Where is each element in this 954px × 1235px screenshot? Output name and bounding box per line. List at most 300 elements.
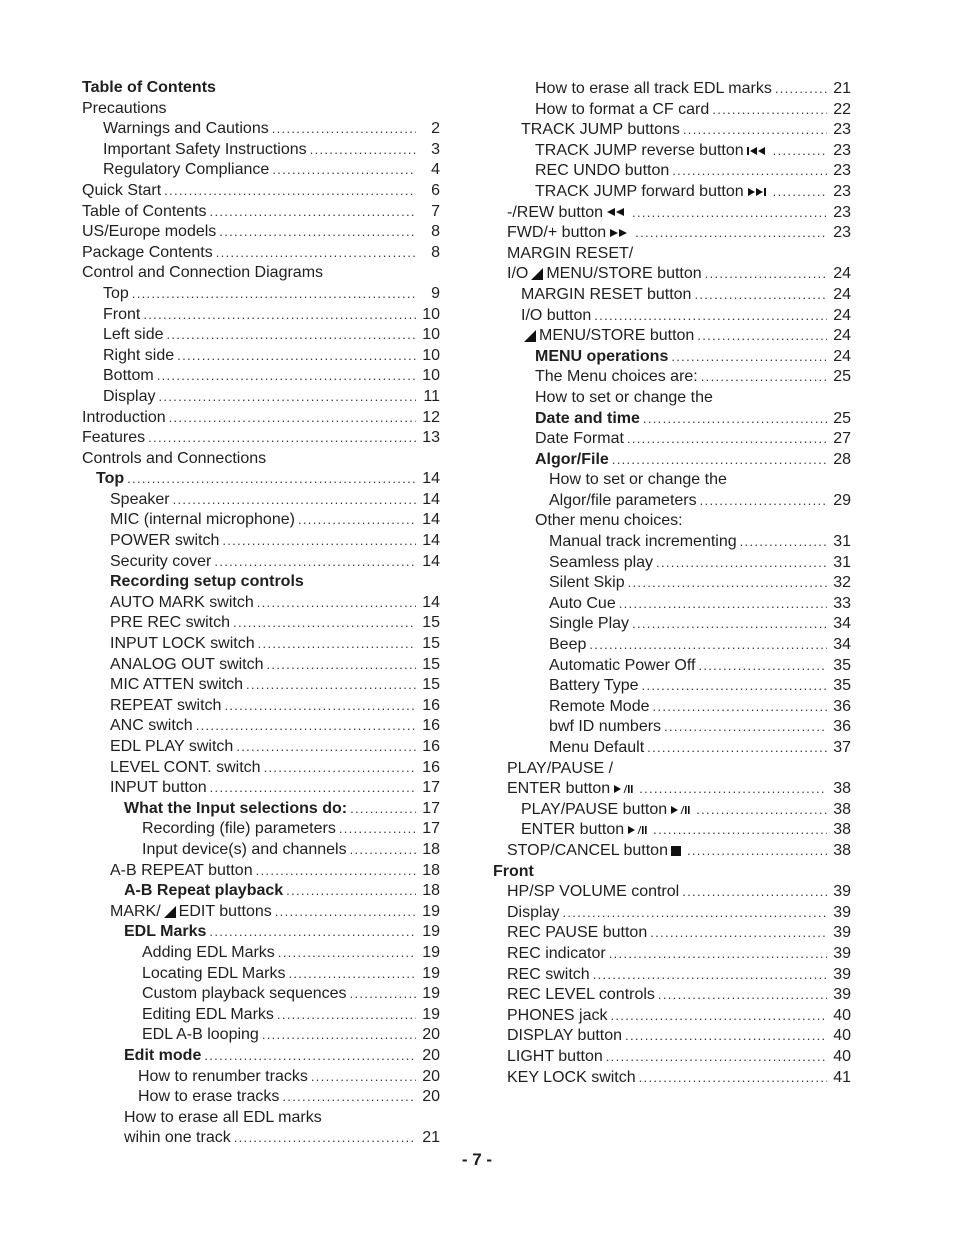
toc-entry[interactable] (82, 305, 440, 326)
dot-leader (700, 491, 827, 511)
dot-leader (267, 655, 416, 675)
toc-entry-page: 38 (833, 780, 851, 798)
toc-entry-title: Package Contents (82, 243, 213, 261)
dot-leader (157, 366, 416, 386)
toc-entry-page: 10 (422, 326, 440, 344)
toc-entry-page: 23 (833, 121, 851, 139)
dot-leader (264, 758, 416, 778)
dot-leader (696, 800, 827, 820)
toc-entry-page: 10 (422, 305, 440, 323)
toc-entry-page: 40 (833, 1027, 851, 1045)
toc-entry-title: REC indicator (507, 944, 606, 962)
toc-entry[interactable] (82, 572, 440, 593)
toc-entry[interactable] (493, 223, 851, 244)
dot-leader (169, 408, 416, 428)
toc-entry-title: DISPLAY button (507, 1027, 623, 1045)
dot-leader (166, 325, 416, 345)
toc-entry[interactable] (82, 160, 440, 181)
toc-entry-title: REC PAUSE button (507, 924, 648, 942)
toc-entry[interactable] (82, 613, 440, 634)
toc-entry[interactable] (493, 1068, 851, 1089)
dot-leader (627, 429, 827, 449)
toc-entry-title: FWD/+ button (507, 223, 632, 243)
toc-entry-title: The Menu choices are: (535, 368, 698, 386)
toc-entry[interactable] (82, 490, 440, 511)
toc-entry-title: ENTER button (521, 820, 650, 840)
dot-leader (687, 841, 827, 861)
toc-entry[interactable] (493, 573, 851, 594)
toc-entry[interactable] (82, 140, 440, 161)
dot-leader (610, 1006, 827, 1026)
toc-entry-page: 14 (422, 552, 440, 570)
toc-entry-title: Front (493, 862, 534, 880)
toc-entry-title: Date Format (535, 430, 624, 448)
dot-leader (628, 573, 827, 593)
toc-entry-page: 24 (833, 327, 851, 345)
dot-leader (682, 882, 827, 902)
toc-entry[interactable] (82, 943, 440, 964)
toc-entry-title: PHONES jack (507, 1006, 608, 1024)
toc-entry[interactable] (493, 367, 851, 388)
toc-entry-page: 17 (422, 779, 440, 797)
toc-entry-page: 20 (422, 1026, 440, 1044)
toc-entry[interactable] (493, 182, 851, 203)
toc-entry[interactable] (493, 244, 851, 265)
toc-entry[interactable] (493, 923, 851, 944)
toc-entry-title: Date and time (535, 409, 640, 427)
toc-entry-title: A-B REPEAT button (110, 861, 253, 879)
toc-entry-title: Precautions (82, 99, 167, 117)
dot-leader (204, 1046, 416, 1066)
toc-entry[interactable] (493, 429, 851, 450)
toc-entry-page: 32 (833, 574, 851, 592)
toc-entry-page: 15 (422, 676, 440, 694)
toc-entry[interactable] (493, 141, 851, 162)
toc-entry[interactable] (82, 1067, 440, 1088)
toc-entry-page: 23 (833, 182, 851, 200)
toc-entry-page: 23 (833, 224, 851, 242)
toc-entry[interactable] (82, 1046, 440, 1067)
toc-entry-title: How to renumber tracks (138, 1067, 308, 1085)
toc-entry[interactable] (493, 779, 851, 800)
toc-entry-page: 10 (422, 346, 440, 364)
toc-entry-title: Seamless play (549, 553, 654, 571)
toc-entry-title: Features (82, 429, 146, 447)
toc-entry-page: 18 (422, 861, 440, 879)
dot-leader (562, 903, 827, 923)
dot-leader (275, 902, 416, 922)
toc-entry-page: 38 (833, 841, 851, 859)
toc-entry[interactable] (82, 696, 440, 717)
dot-leader (272, 119, 416, 139)
toc-entry[interactable] (493, 738, 851, 759)
toc-entry-page: 15 (422, 655, 440, 673)
toc-entry-page: 39 (833, 965, 851, 983)
toc-entry-page: 33 (833, 594, 851, 612)
toc-entry-page: 38 (833, 800, 851, 818)
toc-entry-title: Front (103, 305, 141, 323)
toc-entry[interactable] (82, 408, 440, 429)
toc-entry[interactable] (82, 922, 440, 943)
toc-entry-title: EDL PLAY switch (110, 738, 234, 755)
toc-entry[interactable] (493, 264, 851, 285)
dot-leader (697, 326, 827, 346)
toc-entry[interactable] (82, 799, 440, 820)
dot-leader (127, 469, 416, 489)
toc-entry[interactable] (82, 99, 440, 120)
toc-entry[interactable] (493, 759, 851, 780)
toc-entry-page: 3 (431, 140, 440, 158)
toc-entry-title: Locating EDL Marks (142, 964, 286, 982)
toc-entry[interactable] (493, 161, 851, 182)
dot-leader (258, 634, 416, 654)
toc-entry-page: 40 (833, 1047, 851, 1065)
toc-entry[interactable] (82, 222, 440, 243)
toc-entry[interactable] (82, 181, 440, 202)
toc-entry[interactable] (493, 944, 851, 965)
toc-entry-page: 13 (422, 429, 440, 447)
dot-leader (209, 922, 416, 942)
toc-right-column (493, 79, 851, 1088)
toc-entry-title: Recording (file) parameters (142, 820, 336, 838)
toc-entry-page: 14 (422, 593, 440, 611)
edit-triangle-icon (531, 268, 543, 280)
toc-entry[interactable] (82, 552, 440, 573)
dot-leader (698, 656, 827, 676)
dot-leader (694, 285, 827, 305)
toc-entry[interactable] (493, 820, 851, 841)
dot-leader (647, 738, 827, 758)
toc-entry[interactable] (82, 284, 440, 305)
toc-entry-page: 17 (422, 799, 440, 817)
toc-entry[interactable] (493, 203, 851, 224)
dot-leader (606, 1047, 827, 1067)
dot-leader (683, 120, 827, 140)
toc-entry-page: 38 (833, 821, 851, 839)
toc-entry-page: 14 (422, 532, 440, 550)
toc-entry[interactable] (82, 510, 440, 531)
dot-leader (740, 532, 827, 552)
toc-entry-page: 8 (431, 243, 440, 261)
dot-leader (656, 553, 827, 573)
toc-entry-title: Bottom (103, 367, 154, 385)
toc-entry[interactable] (82, 840, 440, 861)
toc-entry-page: 16 (422, 738, 440, 755)
toc-entry-title: MENU operations (535, 347, 669, 365)
toc-entry[interactable] (82, 716, 440, 737)
play-pause-icon (670, 805, 690, 815)
toc-entry-title: PLAY/PAUSE button (521, 800, 693, 820)
toc-entry[interactable] (493, 491, 851, 512)
rewind-icon (606, 207, 626, 217)
dot-leader (635, 223, 827, 243)
toc-entry-page: 24 (833, 285, 851, 303)
dot-leader (177, 346, 416, 366)
toc-entry-page: 39 (833, 986, 851, 1004)
play-pause-icon (613, 784, 633, 794)
toc-entry-page: 20 (422, 1046, 440, 1064)
toc-entry[interactable] (493, 862, 851, 883)
toc-entry-title: Introduction (82, 408, 166, 426)
dot-leader (619, 594, 827, 614)
dot-leader (712, 100, 827, 120)
toc-entry[interactable] (82, 778, 440, 799)
skip-back-icon (747, 146, 767, 156)
toc-entry[interactable] (493, 800, 851, 821)
toc-entry-page: 24 (833, 347, 851, 365)
toc-entry[interactable] (82, 531, 440, 552)
toc-entry[interactable] (493, 120, 851, 141)
toc-entry-title: How to set or change the (535, 388, 713, 406)
toc-entry-page: 16 (422, 758, 440, 776)
toc-entry[interactable] (493, 841, 851, 862)
toc-entry[interactable] (82, 593, 440, 614)
stop-icon (671, 846, 681, 856)
toc-entry[interactable] (493, 656, 851, 677)
toc-entry-title: Left side (103, 326, 164, 344)
toc-entry[interactable] (493, 79, 851, 100)
toc-entry-title: How to erase all EDL marks (124, 1108, 322, 1126)
toc-entry[interactable] (82, 881, 440, 902)
toc-entry-page: 35 (833, 656, 851, 674)
dot-leader (310, 140, 416, 160)
dot-leader (643, 409, 827, 429)
toc-entry[interactable] (493, 347, 851, 368)
toc-entry[interactable] (82, 263, 440, 284)
dot-leader (672, 161, 827, 181)
toc-entry-page: 12 (422, 408, 440, 426)
toc-entry[interactable] (82, 984, 440, 1005)
toc-entry-title: How to set or change the (549, 471, 727, 489)
toc-entry-page: 31 (833, 553, 851, 571)
toc-entry-page: 19 (422, 923, 440, 941)
toc-entry[interactable] (493, 1026, 851, 1047)
toc-entry[interactable] (493, 594, 851, 615)
toc-entry[interactable] (493, 614, 851, 635)
toc-entry[interactable] (82, 449, 440, 470)
dot-leader (773, 182, 827, 202)
toc-entry-page: 14 (422, 490, 440, 508)
toc-entry-page: 25 (833, 409, 851, 427)
dot-leader (286, 881, 416, 901)
toc-entry-title: wihin one track (124, 1129, 231, 1147)
toc-entry-page: 35 (833, 677, 851, 695)
toc-entry[interactable] (82, 119, 440, 140)
toc-entry-page: 6 (431, 181, 440, 199)
toc-entry-title: MARGIN RESET button (521, 285, 692, 303)
dot-leader (277, 1005, 416, 1025)
toc-entry[interactable] (493, 511, 851, 532)
toc-entry-title: Important Safety Instructions (103, 140, 307, 158)
dot-leader (594, 306, 827, 326)
dot-leader (350, 984, 416, 1004)
dot-leader (222, 531, 416, 551)
toc-entry-title: Table of Contents (82, 79, 216, 96)
toc-entry[interactable] (82, 964, 440, 985)
toc-entry-title: Regulatory Compliance (103, 161, 270, 179)
toc-entry-title: ANC switch (110, 717, 193, 735)
toc-entry-title: Single Play (549, 615, 630, 633)
toc-entry-title: Editing EDL Marks (142, 1005, 274, 1023)
toc-entry[interactable] (493, 1006, 851, 1027)
toc-entry[interactable] (493, 635, 851, 656)
toc-entry-title: Silent Skip (549, 574, 625, 592)
dot-leader (339, 819, 416, 839)
dot-leader (173, 490, 416, 510)
toc-entry-title: LEVEL CONT. switch (110, 758, 261, 776)
toc-entry-page: 4 (431, 161, 440, 179)
toc-entry[interactable] (82, 325, 440, 346)
toc-entry[interactable] (493, 903, 851, 924)
toc-entry-title: Table of Contents (82, 202, 207, 220)
toc-entry[interactable] (493, 470, 851, 491)
toc-entry-title: LIGHT button (507, 1047, 603, 1065)
dot-leader (236, 737, 416, 757)
dot-leader (639, 1068, 827, 1088)
dot-leader (148, 428, 416, 448)
toc-entry[interactable] (82, 469, 440, 490)
toc-entry-title: How to erase all track EDL marks (535, 80, 772, 97)
toc-entry-title: TRACK JUMP buttons (521, 121, 680, 139)
toc-entry-title: What the Input selections do: (124, 799, 348, 817)
toc-entry-title: I/O MENU/STORE button (507, 265, 702, 283)
toc-entry[interactable] (82, 675, 440, 696)
toc-entry[interactable] (82, 655, 440, 676)
play-pause-icon (627, 825, 647, 835)
toc-entry-title: Manual track incrementing (549, 533, 737, 551)
toc-entry[interactable] (82, 819, 440, 840)
toc-entry[interactable] (493, 326, 851, 347)
dot-leader (256, 861, 416, 881)
toc-entry[interactable] (82, 366, 440, 387)
toc-entry-title: Top (96, 470, 125, 488)
toc-entry[interactable] (493, 100, 851, 121)
toc-entry-title: Recording setup controls (110, 573, 304, 591)
toc-entry-title: ANALOG OUT switch (110, 655, 264, 673)
toc-entry-page: 16 (422, 696, 440, 714)
toc-entry-page: 31 (833, 533, 851, 551)
toc-entry[interactable] (493, 553, 851, 574)
toc-entry[interactable] (82, 202, 440, 223)
toc-entry-page: 39 (833, 944, 851, 962)
dot-leader (288, 964, 416, 984)
toc-entry-page: 34 (833, 615, 851, 633)
toc-entry-page: 18 (422, 840, 440, 858)
toc-entry[interactable] (82, 1005, 440, 1026)
toc-entry-title: Display (103, 387, 156, 405)
dot-leader (210, 202, 416, 222)
dot-leader (705, 264, 827, 284)
toc-entry[interactable] (493, 882, 851, 903)
toc-entry[interactable] (493, 306, 851, 327)
toc-entry-title: bwf ID numbers (549, 718, 662, 736)
toc-entry[interactable] (82, 1025, 440, 1046)
dot-leader (350, 840, 416, 860)
toc-entry-title: MENU/STORE button (521, 326, 694, 346)
toc-entry[interactable] (82, 1128, 440, 1149)
toc-entry-title: Battery Type (549, 677, 639, 695)
toc-entry-title: Beep (549, 636, 587, 654)
toc-entry[interactable] (493, 985, 851, 1006)
toc-entry-page: 36 (833, 718, 851, 736)
toc-entry[interactable] (493, 676, 851, 697)
toc-entry[interactable] (82, 758, 440, 779)
toc-entry-page: 23 (833, 203, 851, 221)
toc-entry[interactable] (493, 1047, 851, 1068)
dot-leader (278, 943, 416, 963)
toc-entry[interactable] (82, 243, 440, 264)
toc-entry[interactable] (82, 387, 440, 408)
toc-entry[interactable] (493, 697, 851, 718)
toc-entry-title: KEY LOCK switch (507, 1068, 636, 1086)
toc-entry-page: 39 (833, 924, 851, 942)
toc-entry-page: 15 (422, 635, 440, 653)
dot-leader (158, 387, 416, 407)
fast-forward-icon (609, 228, 629, 238)
toc-entry-title: TRACK JUMP forward button (535, 182, 770, 202)
toc-entry[interactable] (82, 428, 440, 449)
toc-entry[interactable] (82, 1087, 440, 1108)
toc-entry[interactable] (493, 285, 851, 306)
toc-entry-page: 2 (431, 120, 440, 138)
toc-entry[interactable] (493, 409, 851, 430)
toc-entry[interactable] (493, 450, 851, 471)
toc-entry-title: ENTER button (507, 779, 636, 799)
dot-leader (210, 778, 416, 798)
toc-entry-title: Auto Cue (549, 594, 616, 612)
toc-entry[interactable] (82, 861, 440, 882)
toc-entry-title: Speaker (110, 490, 170, 508)
dot-leader (262, 1025, 416, 1045)
toc-entry-page: 16 (422, 717, 440, 735)
edit-triangle-icon (524, 330, 536, 342)
toc-entry-title: Menu Default (549, 739, 645, 756)
toc-entry[interactable] (82, 346, 440, 367)
toc-entry-title: MARK/ EDIT buttons (110, 902, 272, 920)
dot-leader (664, 717, 827, 737)
toc-entry-page: 23 (833, 141, 851, 159)
toc-entry-title: How to format a CF card (535, 100, 710, 118)
toc-entry[interactable] (493, 532, 851, 553)
dot-leader (632, 614, 827, 634)
toc-entry-page: 40 (833, 1006, 851, 1024)
dot-leader (593, 965, 827, 985)
toc-entry[interactable] (493, 965, 851, 986)
toc-entry[interactable] (82, 634, 440, 655)
dot-leader (775, 79, 827, 99)
toc-entry-title: MIC ATTEN switch (110, 676, 244, 694)
toc-entry-title: Algor/file parameters (549, 491, 697, 509)
toc-entry[interactable] (493, 388, 851, 409)
toc-entry-title: US/Europe models (82, 223, 217, 241)
toc-entry[interactable] (82, 902, 440, 923)
dot-leader (639, 779, 827, 799)
toc-entry-page: 20 (422, 1067, 440, 1085)
toc-entry[interactable] (82, 737, 440, 758)
toc-entry[interactable] (493, 717, 851, 738)
dot-leader (164, 181, 416, 201)
toc-entry-page: 19 (422, 902, 440, 920)
toc-entry-page: 11 (423, 387, 440, 405)
toc-entry-page: 34 (833, 636, 851, 654)
toc-entry-page: 25 (833, 368, 851, 386)
toc-entry[interactable] (82, 1108, 440, 1129)
toc-entry-title: MARGIN RESET/ (507, 244, 634, 262)
dot-leader (298, 510, 416, 530)
toc-entry-title: Display (507, 903, 560, 921)
toc-entry-title: Input device(s) and channels (142, 840, 347, 858)
toc-entry[interactable] (82, 78, 440, 99)
